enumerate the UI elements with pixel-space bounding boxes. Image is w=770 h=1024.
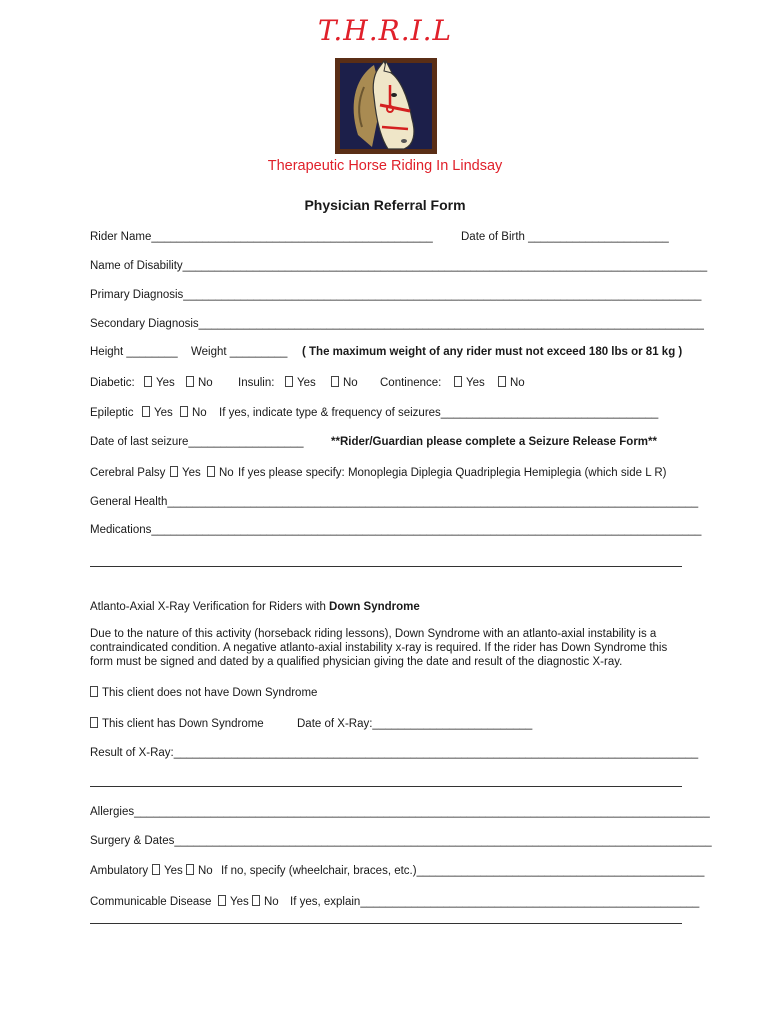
- cerebral-palsy-specify: If yes please specify: Monoplegia Diplegia Quadriplegia Hemiplegia (which side L R): [238, 467, 667, 479]
- seizure-detail-field[interactable]: If yes, indicate type & frequency of seizures__________________________________: [219, 407, 659, 419]
- checkbox-icon: [180, 406, 188, 417]
- checkbox-icon: [498, 376, 506, 387]
- weight-field[interactable]: Weight _________: [191, 346, 288, 358]
- communicable-explain-field[interactable]: If yes, explain_____________________________________________________: [290, 896, 700, 908]
- surgery-dates-field[interactable]: Surgery & Dates____________________________________________________________________________________: [90, 835, 712, 847]
- checkbox-icon: [331, 376, 339, 387]
- xray-result-field[interactable]: Result of X-Ray:__________________________________________________________________________________: [90, 747, 699, 759]
- checkbox-icon: [152, 864, 160, 875]
- communicable-yes-option[interactable]: Yes: [218, 895, 249, 909]
- checkbox-icon: [144, 376, 152, 387]
- primary-diagnosis-field[interactable]: Primary Diagnosis_________________________________________________________________________________: [90, 289, 702, 301]
- checkbox-icon: [90, 717, 98, 728]
- checkbox-icon: [218, 895, 226, 906]
- logo-title: T.H.R.I.L: [317, 14, 453, 47]
- horse-logo-image: [334, 57, 438, 155]
- continence-yes-option[interactable]: Yes: [454, 376, 485, 390]
- checkbox-icon: [170, 466, 178, 477]
- no-down-syndrome-option[interactable]: This client does not have Down Syndrome: [90, 686, 317, 700]
- epileptic-yes-option[interactable]: Yes: [142, 406, 173, 420]
- height-field[interactable]: Height ________: [90, 346, 178, 358]
- last-seizure-field[interactable]: Date of last seizure__________________: [90, 436, 304, 448]
- seizure-release-note: **Rider/Guardian please complete a Seizure Release Form**: [331, 436, 657, 448]
- xray-date-field[interactable]: Date of X-Ray:_________________________: [297, 718, 533, 730]
- checkbox-icon: [207, 466, 215, 477]
- epileptic-no-option[interactable]: No: [180, 406, 207, 420]
- medications-field[interactable]: Medications______________________________________________________________________________________: [90, 524, 702, 536]
- diabetic-no-option[interactable]: No: [186, 376, 213, 390]
- date-of-birth-field[interactable]: Date of Birth ______________________: [461, 231, 669, 243]
- checkbox-icon: [252, 895, 260, 906]
- has-down-syndrome-option[interactable]: This client has Down Syndrome: [90, 717, 264, 731]
- insulin-label: Insulin:: [238, 377, 275, 389]
- checkbox-icon: [454, 376, 462, 387]
- down-syndrome-paragraph: Due to the nature of this activity (horseback riding lessons), Down Syndrome with an atlanto-axial instability is a contraindicated condition. A negative atlanto-axial instability x-ray is required. If the rider has Down Syndrome this form must be signed and dated by a qualified physician giving the date and result of the diagnostic X-ray.: [90, 628, 668, 668]
- ambulatory-specify-field[interactable]: If no, specify (wheelchair, braces, etc.)_____________________________________________: [221, 865, 705, 877]
- checkbox-icon: [142, 406, 150, 417]
- down-syndrome-heading: Atlanto-Axial X-Ray Verification for Riders with Down Syndrome: [90, 601, 420, 613]
- checkbox-icon: [90, 686, 98, 697]
- epileptic-label: Epileptic: [90, 407, 134, 419]
- general-health-field[interactable]: General Health___________________________________________________________________________________: [90, 496, 699, 508]
- communicable-no-option[interactable]: No: [252, 895, 279, 909]
- diabetic-label: Diabetic:: [90, 377, 135, 389]
- ambulatory-yes-option[interactable]: Yes: [152, 864, 183, 878]
- secondary-diagnosis-field[interactable]: Secondary Diagnosis_______________________________________________________________________________: [90, 318, 704, 330]
- continence-no-option[interactable]: No: [498, 376, 525, 390]
- section-divider: [90, 923, 682, 924]
- insulin-no-option[interactable]: No: [331, 376, 358, 390]
- checkbox-icon: [285, 376, 293, 387]
- section-divider: [90, 566, 682, 567]
- rider-name-field[interactable]: Rider Name____________________________________________: [90, 231, 433, 243]
- continence-label: Continence:: [380, 377, 442, 389]
- weight-limit-note: ( The maximum weight of any rider must not exceed 180 lbs or 81 kg ): [302, 346, 683, 358]
- ambulatory-label: Ambulatory: [90, 865, 149, 877]
- cerebral-palsy-yes-option[interactable]: Yes: [170, 466, 201, 480]
- form-title: Physician Referral Form: [304, 197, 466, 213]
- diabetic-yes-option[interactable]: Yes: [144, 376, 175, 390]
- organization-name: Therapeutic Horse Riding In Lindsay: [267, 158, 503, 174]
- checkbox-icon: [186, 864, 194, 875]
- disability-field[interactable]: Name of Disability__________________________________________________________________________________: [90, 260, 708, 272]
- checkbox-icon: [186, 376, 194, 387]
- allergies-field[interactable]: Allergies__________________________________________________________________________________________: [90, 806, 710, 818]
- cerebral-palsy-no-option[interactable]: No: [207, 466, 234, 480]
- section-divider: [90, 786, 682, 787]
- ambulatory-no-option[interactable]: No: [186, 864, 213, 878]
- communicable-disease-label: Communicable Disease: [90, 896, 212, 908]
- insulin-yes-option[interactable]: Yes: [285, 376, 316, 390]
- cerebral-palsy-label: Cerebral Palsy: [90, 467, 166, 479]
